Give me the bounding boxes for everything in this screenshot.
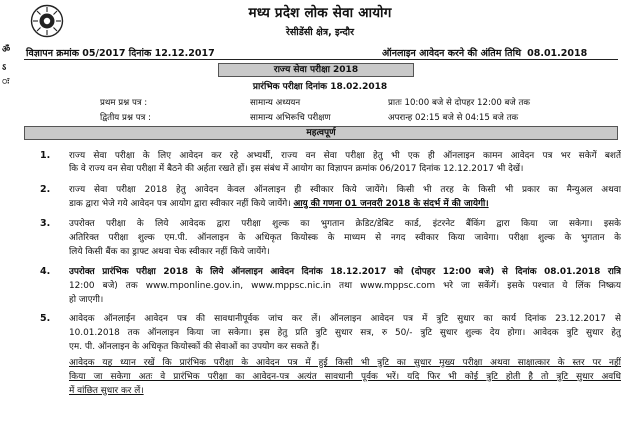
point-5-number: 5. bbox=[40, 313, 51, 324]
margin-mark: ऽ bbox=[2, 63, 7, 73]
point-4-line: 12:00 बजे) तक www.mponline.gov.in, www.mppsc.nic.in तथा www.mppsc.com भरे जा सकेंगें। इसके पश्चात ये लिंक निष्क्रय bbox=[69, 281, 621, 291]
paper-1-name: सामान्य अध्ययन bbox=[250, 98, 301, 108]
point-3-number: 3. bbox=[40, 218, 51, 229]
point-3-line: उपरोक्त परीक्षा के लिये आवेदक द्वारा परीक्षा शुल्क का भुगतान क्रेडिट/डेबिट कार्ड, इंटरनेट बैंकिंग द्वारा किया जा सकेगा। इसके bbox=[69, 219, 621, 229]
point-1-line: राज्य सेवा परीक्षा के लिए आवेदन कर रहे अभ्यर्थी, राज्य वन सेवा परीक्षा हेतु भी एक ही ऑनलाइन कामन आवेदन पत्र भर सकेगें बशर्ते bbox=[69, 151, 621, 161]
paper-2-name: सामान्य अभिरूचि परीक्षण bbox=[250, 113, 331, 123]
margin-mark: ः bbox=[2, 77, 10, 87]
prelim-exam-date: प्रारंभिक परीक्षा दिनांक 18.02.2018 bbox=[252, 82, 388, 92]
point-5-warning-line: में वांछित सुधार कर लें। bbox=[69, 386, 144, 396]
point-4-number: 4. bbox=[40, 266, 51, 277]
exam-title-banner: राज्य सेवा परीक्षा 2018 bbox=[218, 63, 414, 77]
paper-1-time: प्रातः 10:00 बजे से दोपहर 12:00 बजे तक bbox=[388, 98, 531, 108]
point-5-line: एम. पी. ऑनलाइन के अधिकृत कियोस्कों की सेवाओं का उपयोग कर सकते हैं। bbox=[69, 342, 320, 352]
point-5-warning-line: आवेदक यह ध्यान रखें कि प्रारंभिक परीक्षा के आवेदन पत्र में हुई किसी भी त्रुटि का सुधार मुख्य परीक्षा अथवा साक्षात्कार के स्तर पर नहीं bbox=[69, 358, 621, 368]
point-2-number: 2. bbox=[40, 184, 51, 195]
paper-1-label: प्रथम प्रश्न पत्र : bbox=[100, 98, 148, 108]
advertisement-number: विज्ञापन क्रमांक 05/2017 दिनांक 12.12.2017 bbox=[26, 48, 215, 59]
age-calculation-note: आयु की गणना 01 जनवरी 2018 के संदर्भ में की जायेगी। bbox=[293, 199, 489, 209]
important-banner: महत्वपूर्ण bbox=[24, 126, 618, 140]
point-1-number: 1. bbox=[40, 150, 51, 161]
margin-mark: ॐ bbox=[2, 45, 11, 55]
paper-2-label: द्वितीय प्रश्न पत्र : bbox=[100, 113, 151, 123]
paper-2-time: अपरान्ह 02:15 बजे से 04:15 बजे तक bbox=[388, 113, 519, 123]
point-5-line: 10.01.2018 तक ऑनलाइन किया जा सकेगा। इस हेतु प्रति त्रुटि सुधार सत्र, रु 50/- त्रुटि सुधार शुल्क देय होगा। आवेदक त्रुटि सुधार हेतु bbox=[69, 328, 621, 338]
last-date-label: ऑनलाइन आवेदन करने की अंतिम तिथि bbox=[382, 48, 522, 59]
commission-address: रेसीडेंसी क्षेत्र, इन्दौर bbox=[285, 27, 354, 38]
last-date-block bbox=[382, 46, 587, 59]
point-2-line: राज्य सेवा परीक्षा 2018 हेतु आवेदन केवल ऑनलाइन ही स्वीकार किये जायेंगे। किसी भी तरह के किसी भी प्रकार का मैन्युअल अथवा bbox=[69, 185, 621, 195]
point-5-line: आवेदक ऑनलाईन आवेदन पत्र की सावधानीपूर्वक जांच कर लें। ऑनलाइन आवेदन पत्र में त्रुटि सुधार का कार्य दिनांक 23.12.2017 से bbox=[69, 314, 621, 324]
point-2-text: डाक द्वारा भेजे गये आवेदन पत्र आयोग द्वारा स्वीकार नहीं किये जायेंगे। bbox=[69, 199, 291, 209]
header-divider bbox=[24, 59, 618, 60]
point-3-line: लिये किसी बैंक का ड्राफ्ट अथवा चेक स्वीकार नहीं किये जायेंगे। bbox=[69, 247, 270, 257]
last-date-value: 08.01.2018 bbox=[527, 48, 588, 59]
point-2-line bbox=[69, 198, 621, 210]
point-3-line: अतिरिक्त परीक्षा शुल्क एम.पी. ऑनलाइन के अधिकृत कियोस्क के माध्यम से नगद स्वीकार किया जावेगा। परीक्षा शुल्क के भुगतान के bbox=[69, 233, 621, 243]
point-4-line: उपरोक्त प्रारंभिक परीक्षा 2018 के लिये ऑनलाइन आवेदन दिनांक 18.12.2017 को (दोपहर 12:00 बजे) से दिनांक 08.01.2018 रात्रि bbox=[69, 267, 621, 277]
point-5-warning-line: किया जा सकेगा अतः वे प्रारंभिक परीक्षा का आवेदन-पत्र अत्यंत सावधानी पूर्वक भरें। यदि फिर भी कोई त्रुटि होती है तो त्रुटि सुधार अवधि bbox=[69, 372, 621, 382]
commission-title: मध्य प्रदेश लोक सेवा आयोग bbox=[248, 5, 392, 21]
point-1-line: कि वे राज्य वन सेवा परीक्षा में बैठने की अर्हता रखते हों। इस संबंध में आयोग का विज्ञापन क्रमांक 06/2017 दिनांक 12.12.2017 भी देखें। bbox=[69, 164, 524, 174]
point-4-line: हो जाएगी। bbox=[69, 295, 104, 305]
